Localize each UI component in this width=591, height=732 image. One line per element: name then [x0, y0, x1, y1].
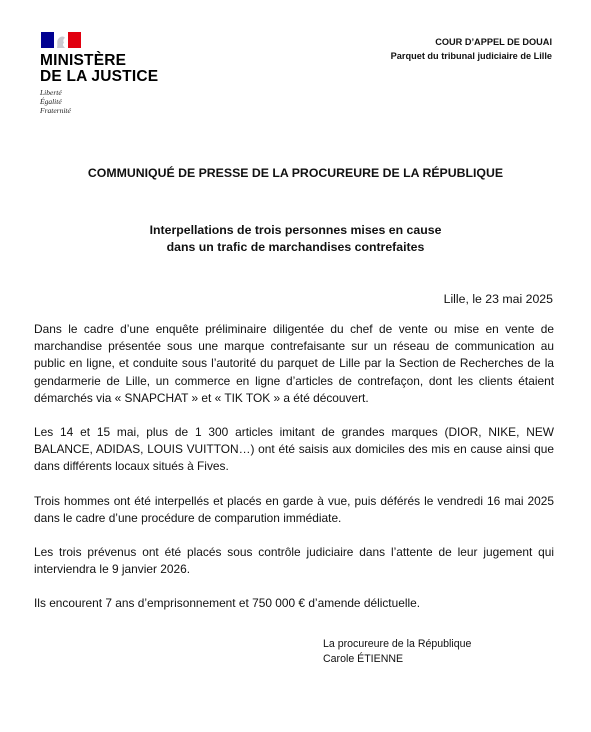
ministry-logo: [40, 32, 158, 115]
body-paragraph-3: Trois hommes ont été interpellés et placés en garde à vue, puis déférés le vendredi 16 mai 2025 dans le cadre d’une procédure de comparution immédiate.: [34, 493, 554, 525]
signature-name: Carole ÉTIENNE: [323, 653, 404, 665]
body-paragraph-1: Dans le cadre d’une enquête préliminaire diligentée du chef de vente ou mise en vente de marchandise présentée sous une marque contrefaisante sur un réseau de communication au public en ligne, et conduite sous l’autorité du parquet de Lille par la Section de Recherches de la gendarmerie de Lille, un commerce en ligne d’articles de contrefaçon, dont les clients étaient démarchés via « SNAPCHAT » et « TIK TOK » a été découvert.: [34, 322, 554, 405]
signature-role: La procureure de la République: [323, 638, 472, 650]
ministry-name: [40, 53, 158, 85]
republic-motto: [40, 88, 158, 115]
flag-white-band: [54, 32, 67, 48]
signature-block: [323, 637, 471, 667]
page-title: COMMUNIQUÉ DE PRESSE DE LA PROCUREURE DE LA RÉPUBLIQUE: [87, 166, 504, 180]
marianne-flag-icon: [41, 32, 81, 48]
motto-fraternite: Fraternité: [40, 106, 71, 115]
court-name: COUR D’APPEL DE DOUAI: [435, 37, 552, 47]
parquet-name: Parquet du tribunal judiciaire de Lille: [390, 51, 552, 61]
flag-blue-band: [41, 32, 54, 48]
motto-liberte: Liberté: [40, 88, 62, 97]
ministry-name-line1: MINISTÈRE: [40, 52, 127, 69]
flag-red-band: [68, 32, 81, 48]
body-paragraph-2: Les 14 et 15 mai, plus de 1 300 articles imitant de grandes marques (DIOR, NIKE, NEW BALANCE, ADIDAS, LOUIS VUITTON…) ont été saisis aux domiciles des mis en cause ainsi que dans différents locaux situés à Fives.: [34, 425, 554, 474]
ministry-name-line2: DE LA JUSTICE: [40, 68, 159, 85]
body-paragraph-5: Ils encourent 7 ans d’emprisonnement et 750 000 € d’amende délictuelle.: [34, 596, 421, 611]
subject-line-2: dans un trafic de marchandises contrefaites: [166, 240, 425, 254]
press-release-subject: [0, 222, 591, 256]
motto-egalite: Égalité: [40, 97, 62, 106]
body-paragraph-4: Les trois prévenus ont été placés sous contrôle judiciaire dans l’attente de leur jugement qui interviendra le 9 janvier 2026.: [34, 545, 554, 577]
marianne-profile-icon: [54, 32, 68, 48]
release-date: Lille, le 23 mai 2025: [443, 292, 553, 306]
court-header: [391, 35, 552, 63]
subject-line-1: Interpellations de trois personnes mises en cause: [149, 223, 442, 237]
press-release-body: [34, 321, 554, 630]
